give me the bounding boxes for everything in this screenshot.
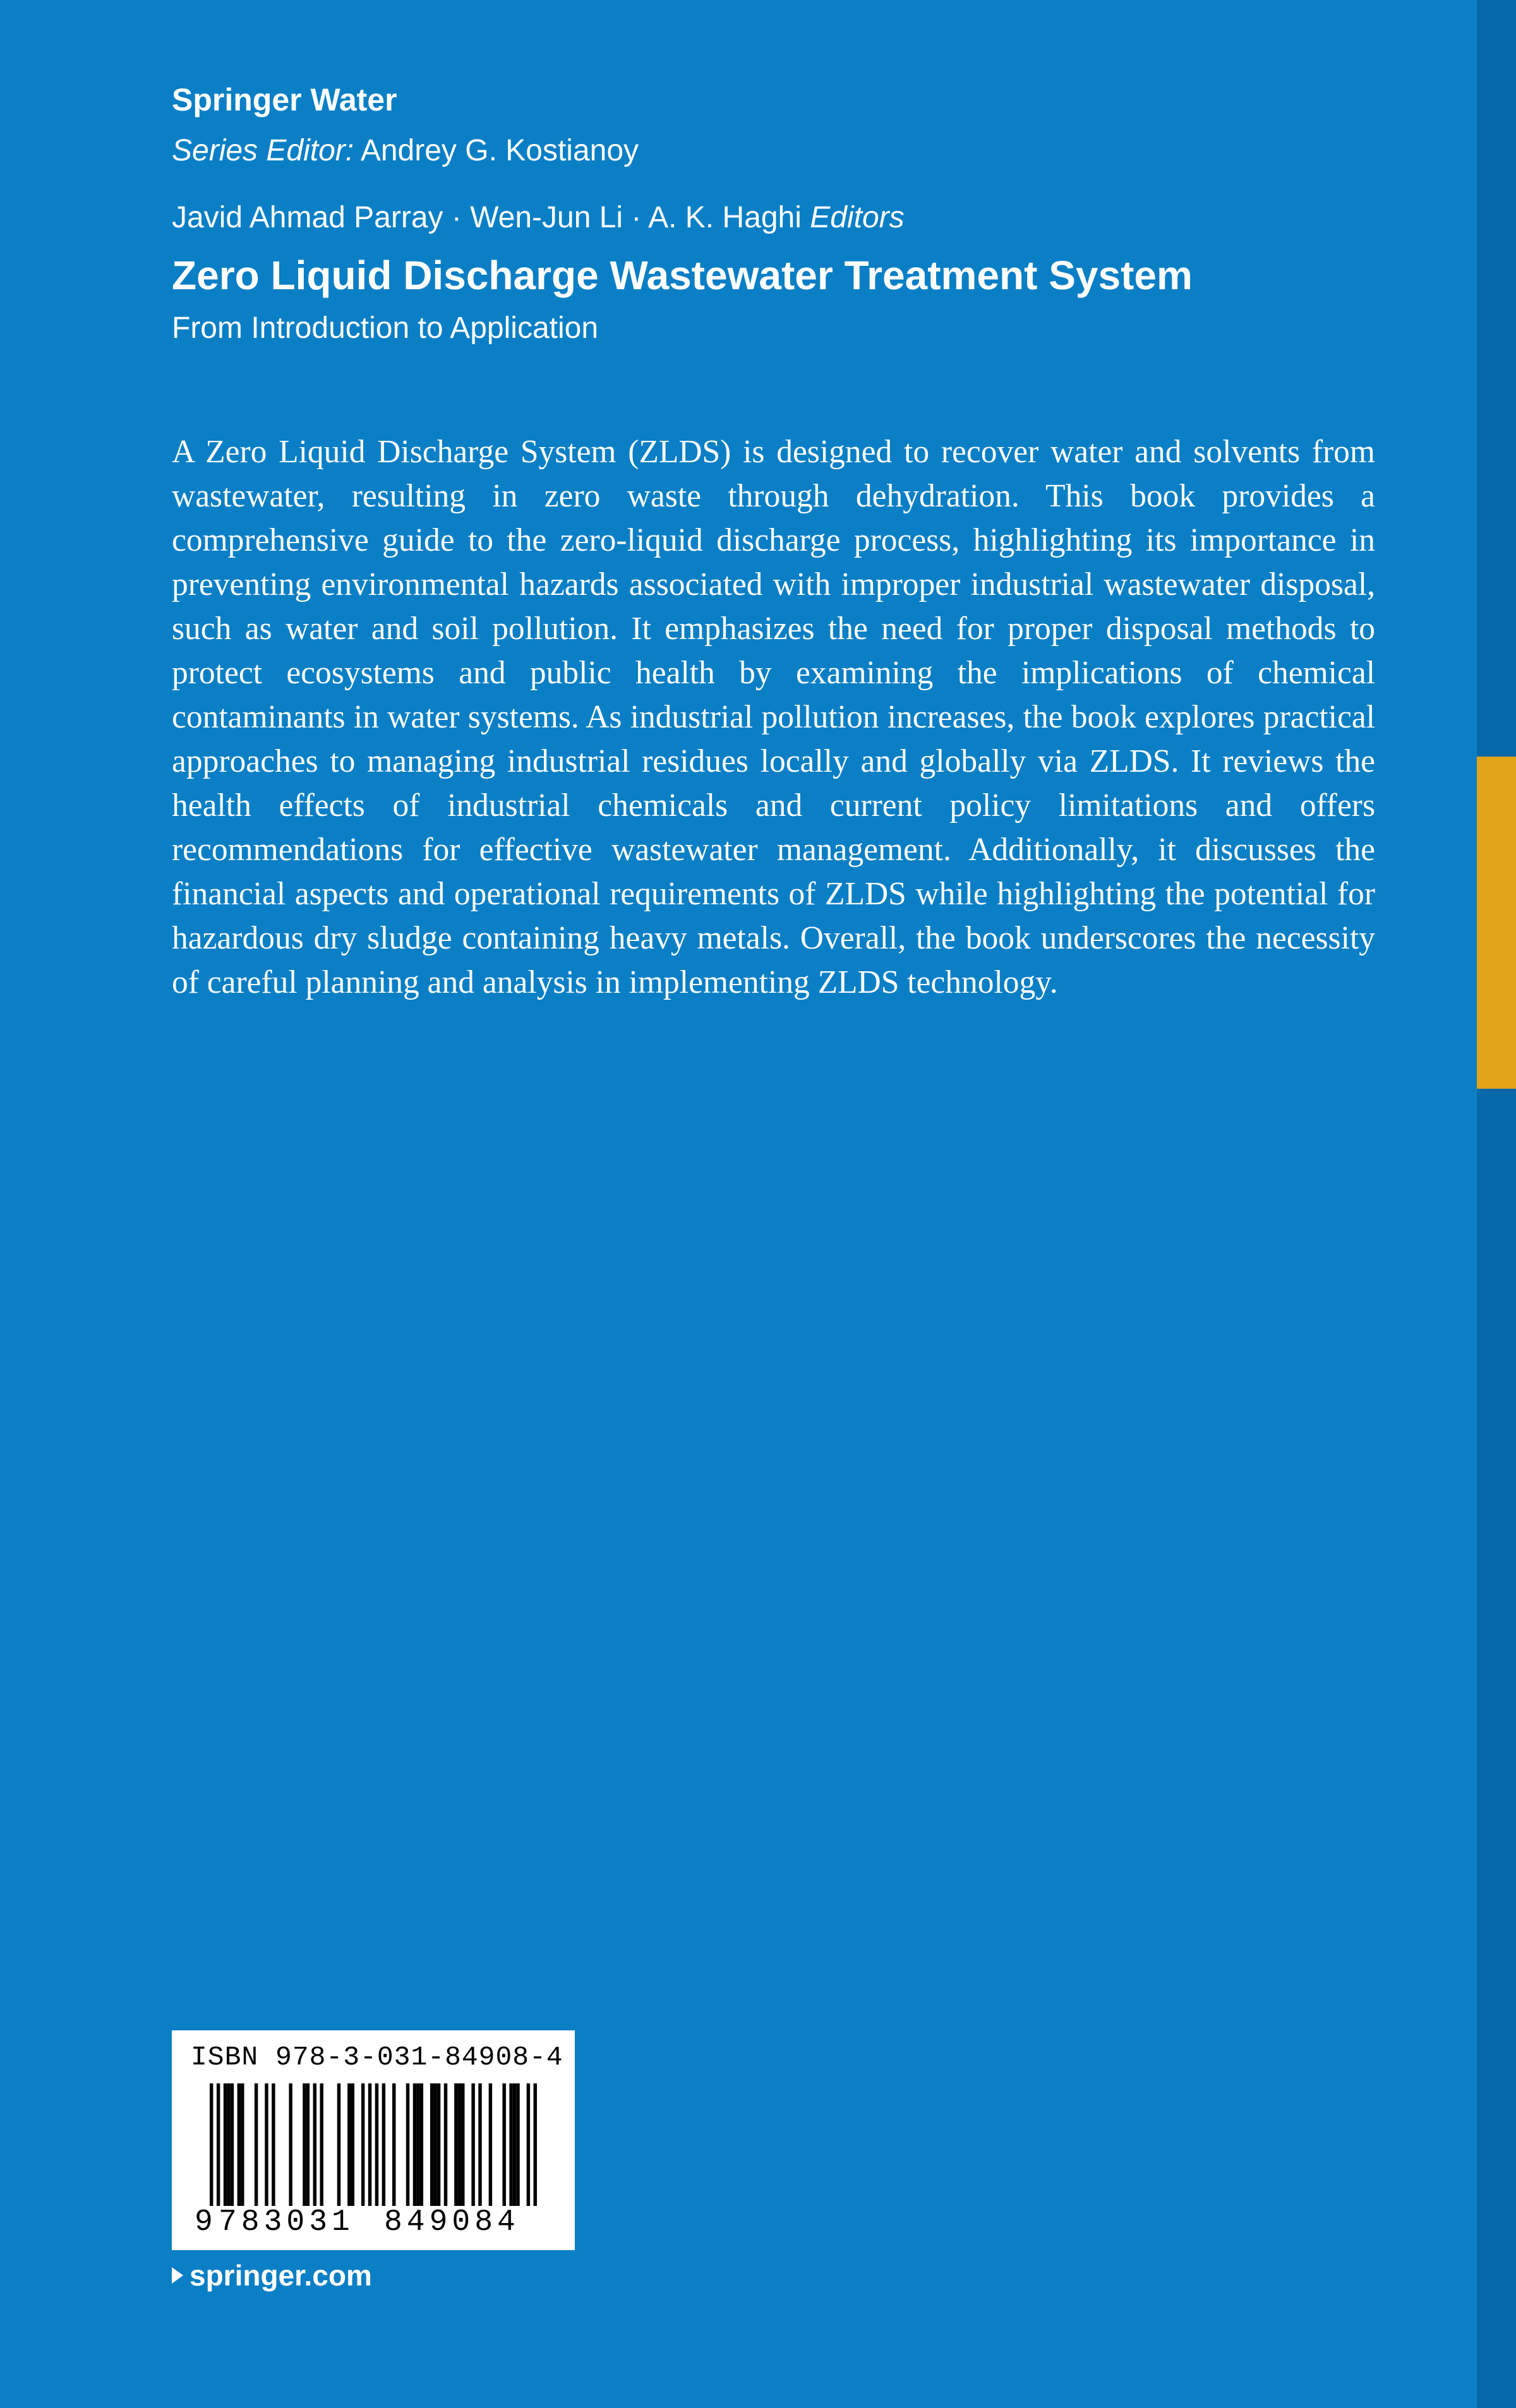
series-editor-label: Series Editor:: [172, 134, 354, 167]
barcode-bar-34: [471, 2083, 474, 2207]
arrow-right-icon: [172, 2267, 183, 2284]
editors-names: Javid Ahmad Parray · Wen-Jun Li · A. K. Haghi: [172, 201, 802, 234]
barcode-bar-35: [478, 2083, 481, 2207]
barcode-bar-32: [458, 2083, 461, 2207]
barcode-bar-10: [289, 2083, 292, 2207]
barcode-bar-18: [361, 2083, 364, 2207]
barcode-bar-26: [420, 2083, 423, 2207]
barcode-bar-39: [513, 2083, 516, 2207]
barcode-bar-7: [255, 2083, 258, 2207]
barcode-bar-4: [231, 2083, 234, 2207]
spine-accent-bar: [1477, 757, 1516, 1089]
series-editor-name: Andrey G. Kostianoy: [360, 134, 639, 167]
book-title: Zero Liquid Discharge Wastewater Treatment System: [172, 253, 1193, 298]
barcode-bar-36: [489, 2083, 492, 2207]
barcode-bar-17: [351, 2083, 354, 2207]
barcode-bar-5: [238, 2083, 241, 2207]
barcode-bar-12: [306, 2083, 310, 2207]
springer-link-text: springer.com: [190, 2259, 372, 2292]
barcode-bar-6: [241, 2083, 244, 2207]
barcode-bar-31: [454, 2083, 457, 2207]
barcode-bar-2: [224, 2083, 227, 2207]
editors-role: Editors: [810, 201, 905, 234]
isbn-barcode: [172, 2030, 575, 2250]
barcode-bar-11: [303, 2083, 306, 2207]
barcode-bar-24: [413, 2083, 416, 2207]
barcode-bar-37: [502, 2083, 505, 2207]
barcode-bar-16: [347, 2083, 351, 2207]
barcode-bar-28: [433, 2083, 436, 2207]
barcode-bar-40: [516, 2083, 519, 2207]
barcode-bar-30: [444, 2083, 447, 2207]
barcode-bar-13: [313, 2083, 316, 2207]
barcode-bar-15: [337, 2083, 340, 2207]
barcode-digits: [195, 2206, 561, 2239]
springer-link[interactable]: [172, 2258, 372, 2292]
series-editor: [172, 133, 639, 169]
barcode-bar-9: [272, 2083, 275, 2207]
barcode-bar-23: [406, 2083, 409, 2207]
series-name: Springer Water: [172, 82, 397, 117]
book-editors: [172, 200, 905, 236]
barcode-left-digits: 783031: [219, 2205, 354, 2239]
isbn-label: ISBN 978-3-031-84908-4: [191, 2042, 563, 2073]
book-subtitle: From Introduction to Application: [172, 311, 599, 345]
barcode-first-digit: 9: [195, 2205, 213, 2239]
barcode-bar-38: [509, 2083, 512, 2207]
barcode-bar-3: [227, 2083, 230, 2207]
barcode-bar-8: [265, 2083, 268, 2207]
barcode-bar-22: [392, 2083, 395, 2207]
barcode-bar-29: [437, 2083, 440, 2207]
barcode-bar-33: [461, 2083, 464, 2207]
barcode-bar-21: [382, 2083, 385, 2207]
barcode-right-digits: 849084: [384, 2205, 520, 2239]
barcode-bar-27: [430, 2083, 433, 2207]
book-description: A Zero Liquid Discharge System (ZLDS) is designed to recover water and solvents from wastewater, resulting in zero waste through dehydration. This book provides a comprehensive guide to the zero-liquid discharge process, highlighting its importance in preventing environmental hazards associated with improper industrial wastewater disposal, such as water and soil pollution. It emphasizes the need for proper disposal methods to protect ecosystems and public health by examining the implications of chemical contaminants in water systems. As industrial pollution increases, the book explores practical approaches to managing industrial residues locally and globally via ZLDS. It reviews the health effects of industrial chemicals and current policy limitations and offers recommendations for effective wastewater management. Additionally, it discusses the financial aspects and operational requirements of ZLDS while highlighting the potential for hazardous dry sludge containing heavy metals. Overall, the book underscores the necessity of careful planning and analysis in implementing ZLDS technology.: [172, 434, 1375, 1000]
barcode-bar-25: [416, 2083, 419, 2207]
spine-strip: [1477, 0, 1516, 2408]
barcode-bar-14: [320, 2083, 323, 2207]
